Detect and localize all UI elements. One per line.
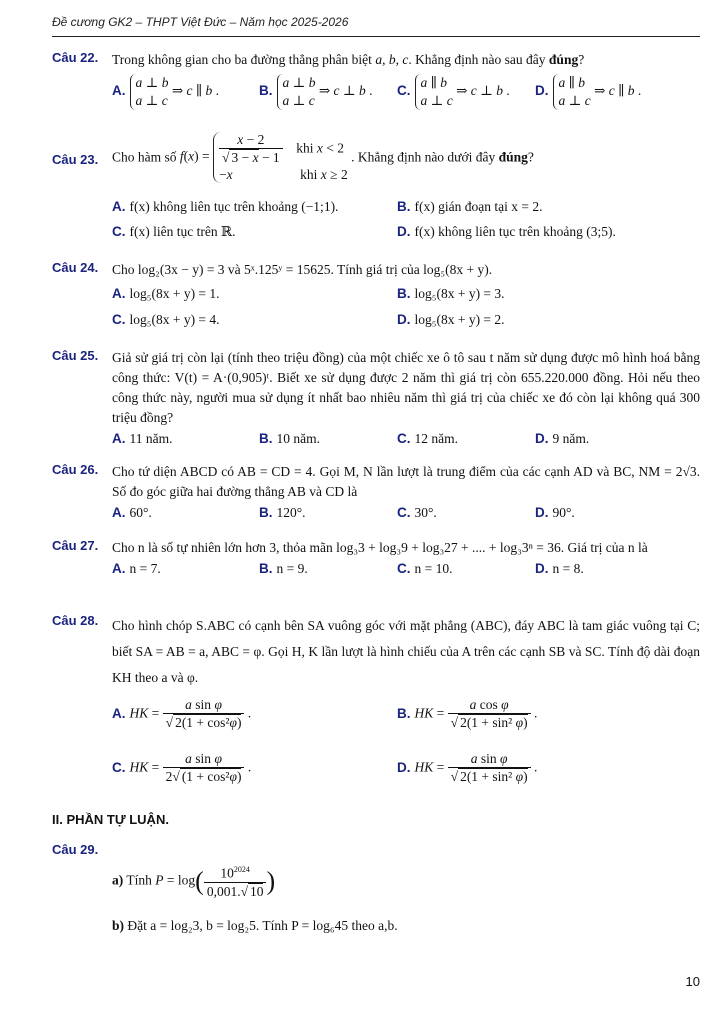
question-text: Cho tứ diện ABCD có AB = CD = 4. Gọi M, N lần lượt là trung điểm của các cạnh AD và BC, NM = 2√3. Số đo góc giữa hai đường thẳng AB và CD là (112, 464, 700, 499)
header-divider (52, 36, 700, 37)
question-26 (52, 462, 700, 527)
question-label: Câu 24. (52, 260, 99, 275)
question-label: Câu 25. (52, 348, 99, 363)
option-d[interactable]: D. 90°. (535, 505, 575, 520)
options (112, 74, 700, 120)
option-c[interactable]: C. f(x) liên tục trên ℝ. (112, 224, 236, 239)
question-label: Câu 27. (52, 538, 99, 553)
option-b[interactable]: B. f(x) gián đoạn tại x = 2. (397, 199, 543, 214)
option-c[interactable]: C. n = 10. (397, 561, 453, 576)
options-row-1 (112, 697, 700, 745)
options-row-2 (112, 751, 700, 799)
option-a[interactable]: A.a ⊥ b a ⊥ c ⇒ c ∥ b . (112, 75, 220, 108)
question-label: Câu 22. (52, 50, 99, 65)
page-number: 10 (685, 974, 700, 989)
options (112, 505, 700, 527)
question-25 (52, 348, 700, 453)
option-b[interactable]: B. 120°. (259, 505, 306, 520)
option-d[interactable]: D. 9 năm. (535, 431, 590, 446)
part-b: b) Đặt a = log₂3, b = log₂5. Tính P = log₆45 theo a,b. (112, 918, 398, 933)
question-label: Câu 23. (52, 152, 99, 167)
question-label: Câu 28. (52, 613, 99, 628)
question-22 (52, 50, 700, 120)
question-text: Cho hàm số f(x) = $\frac{x - 2}{√ 3 - x - 1}$ khi x < 2 −x khi x ≥ 2 . Khẳng định nào dưới đây đúng? (112, 132, 534, 182)
question-text: Cho log₂(3x − y) = 3 và 5ˣ.125ʸ = 15625. Tính giá trị của log₅(8x + y). (112, 262, 493, 277)
question-27 (52, 538, 700, 583)
question-text: Cho n là số tự nhiên lớn hơn 3, thỏa mãn log₃3 + log₃9 + log₃27 + .... + log₃3ⁿ = 36. Giá trị của n là (112, 540, 648, 555)
option-b[interactable]: B. HK = $\frac{\text{a cos φ}}{\text{√ 2(1 + sin² φ)}}$ . (397, 697, 538, 730)
options (112, 431, 700, 453)
option-a[interactable]: A. n = 7. (112, 561, 161, 576)
option-d[interactable]: D. n = 8. (535, 561, 584, 576)
option-a[interactable]: A. 60°. (112, 505, 152, 520)
options-row-2 (112, 312, 700, 334)
options-row-1 (112, 199, 700, 221)
option-c[interactable]: C.a ∥ b a ⊥ c ⇒ c ⊥ b . (397, 75, 510, 108)
option-b[interactable]: B.a ⊥ b a ⊥ c ⇒ c ⊥ b . (259, 75, 373, 108)
option-c[interactable]: C. log₅(8x + y) = 4. (112, 312, 220, 327)
option-d[interactable]: D.a ∥ b a ⊥ c ⇒ c ∥ b . (535, 75, 642, 108)
option-c[interactable]: C. HK = $\frac{\text{a sin φ}}{\text{2√ (1 + cos²φ)}}$ . (112, 751, 252, 784)
page-header: Đề cương GK2 – THPT Việt Đức – Năm học 2025-2026 (52, 15, 349, 29)
option-d[interactable]: D. f(x) không liên tục trên khoảng (3;5). (397, 224, 616, 239)
options-row-1 (112, 286, 700, 308)
option-b[interactable]: B. log₅(8x + y) = 3. (397, 286, 505, 301)
question-text: Trong không gian cho ba đường thẳng phân biệt a, b, c. Khẳng định nào sau đây đúng? (112, 52, 585, 67)
question-label: Câu 26. (52, 462, 99, 477)
option-b[interactable]: B. n = 9. (259, 561, 308, 576)
part-a: a) Tính P = log( $\frac{10^{2024}}{0,001.√ 10}$ ) (112, 862, 275, 901)
question-text: Cho hình chóp S.ABC có cạnh bên SA vuông góc với mặt phẳng (ABC), đáy ABC là tam giác vuông tại C; biết SA = AB = a, ABC = φ. Gọi H, K lần lượt là hình chiếu của A trên các cạnh SB và SC. Tính độ dài đoạn KH theo a và φ. (112, 618, 700, 685)
option-b[interactable]: B. 10 năm. (259, 431, 320, 446)
option-a[interactable]: A. log₅(8x + y) = 1. (112, 286, 220, 301)
question-23 (52, 132, 700, 246)
option-a[interactable]: A. f(x) không liên tục trên khoảng (−1;1). (112, 199, 339, 214)
option-c[interactable]: C. 30°. (397, 505, 437, 520)
question-label: Câu 29. (52, 842, 99, 857)
question-text: Giả sử giá trị còn lại (tính theo triệu đồng) của một chiếc xe ô tô sau t năm sử dụng được mô hình hoá bằng công thức: V(t) = A·(0,905)ᵗ. Biết xe sử dụng được 2 năm thì giá trị còn 655.220.000 đồng. Hỏi nếu theo công thức này, người mua sử dụng ít nhất bao nhiêu năm thì giá trị của chiếc xe đó còn lại không quá 300 triệu đồng? (112, 350, 700, 425)
option-a[interactable]: A. HK = $\frac{\text{a sin φ}}{\text{√ 2(1 + cos²φ)}}$ . (112, 697, 252, 730)
question-28 (52, 613, 700, 799)
option-a[interactable]: A. 11 năm. (112, 431, 173, 446)
option-d[interactable]: D. HK = $\frac{\text{a sin φ}}{\text{√ 2(1 + sin² φ)}}$ . (397, 751, 538, 784)
options-row-2 (112, 224, 700, 246)
section-title: II. PHẦN TỰ LUẬN. (52, 812, 169, 827)
question-24 (52, 260, 700, 334)
option-d[interactable]: D. log₅(8x + y) = 2. (397, 312, 505, 327)
options (112, 561, 700, 583)
option-c[interactable]: C. 12 năm. (397, 431, 458, 446)
